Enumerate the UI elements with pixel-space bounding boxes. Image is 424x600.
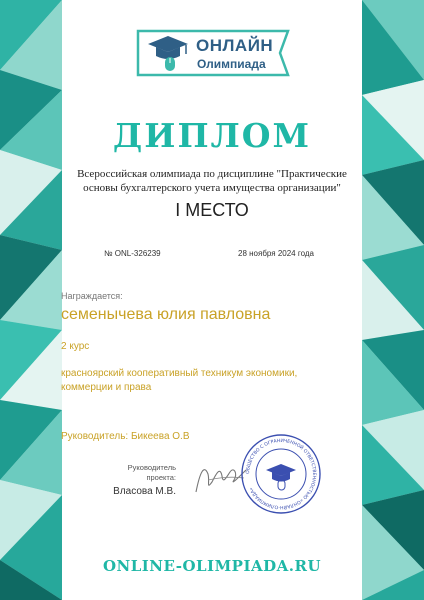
- supervisor-name: Руководитель: Бикеева О.В: [61, 431, 190, 442]
- right-decorative-border: [362, 0, 424, 600]
- signatory-title: Руководитель проекта:: [127, 463, 176, 482]
- recipient-name: семенычева юлия павловна: [61, 306, 271, 323]
- document-number: № ONL-326239: [104, 249, 161, 258]
- signatory-name: Власова М.В.: [113, 486, 176, 497]
- document-date: 28 ноября 2024 года: [238, 249, 314, 258]
- course-year: 2 курс: [61, 341, 90, 352]
- diploma-title: ДИПЛОМ: [112, 116, 312, 155]
- logo-line-2: Олимпиада: [197, 57, 266, 71]
- svg-text:ОБЩЕСТВО С ОГРАНИЧЕННОЙ ОТВЕТС: ОБЩЕСТВО С ОГРАНИЧЕННОЙ ОТВЕТСТВЕННОСТЬЮ «ОНЛАЙН-ОЛИМПИАДА»: [245, 438, 317, 510]
- logo-line-1: ОНЛАЙН: [196, 36, 274, 55]
- place-award: I МЕСТО: [175, 200, 249, 220]
- official-stamp: [240, 433, 322, 515]
- awarded-label: Награждается:: [61, 291, 123, 301]
- left-decorative-border: [0, 0, 62, 600]
- olympiad-logo: [134, 27, 292, 79]
- olympiad-description: Всероссийская олимпиада по дисциплине "Практические основы бухгалтерского учета имущества организации": [77, 168, 347, 194]
- website-url: ONLINE-OLIMPIADA.RU: [102, 557, 322, 575]
- institution-name: красноярский кооперативный техникум экономики, коммерции и права: [61, 368, 298, 393]
